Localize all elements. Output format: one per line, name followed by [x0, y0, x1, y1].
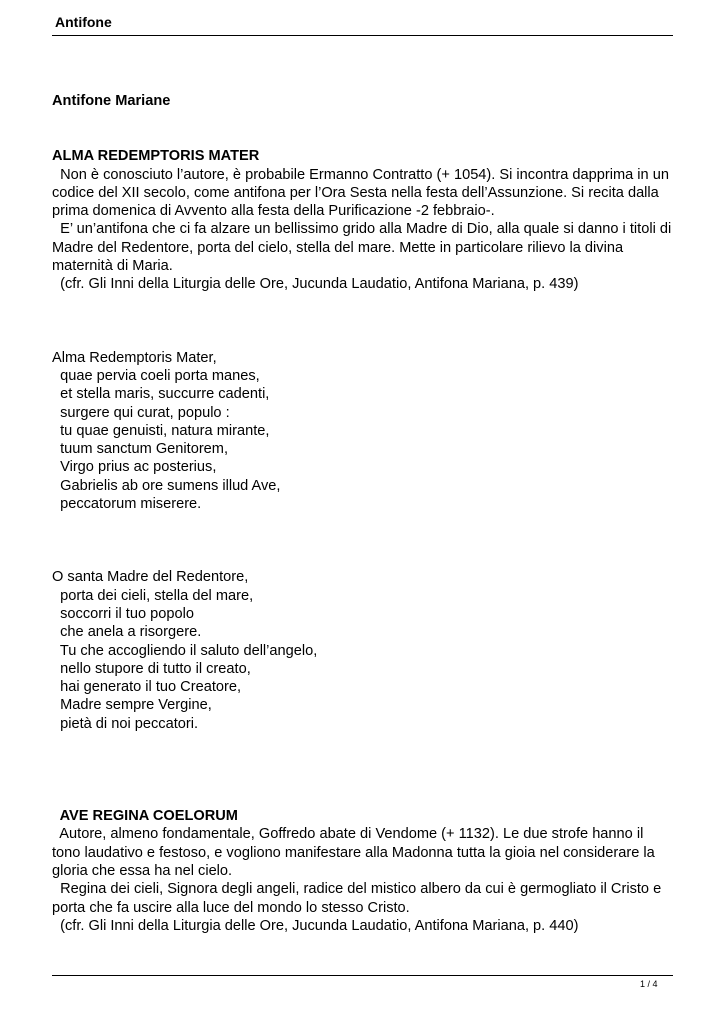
paragraph-line: maternità di Maria.: [52, 258, 173, 275]
verse-line: Alma Redemptoris Mater,: [52, 349, 217, 366]
citation-line: (cfr. Gli Inni della Liturgia delle Ore, Jucunda Laudatio, Antifona Mariana, p. 440): [52, 917, 579, 934]
section-alma-redemptoris: [52, 147, 677, 293]
header-divider: [52, 35, 673, 36]
verse-line: Madre sempre Vergine,: [52, 697, 212, 714]
paragraph-line: tono laudativo e festoso, e vogliono manifestare alla Madonna tutta la gioia nel considerare la: [52, 844, 655, 861]
verse-line: soccorri il tuo popolo: [52, 605, 194, 622]
verse-line: peccatorum miserere.: [52, 496, 202, 513]
latin-antiphon-verse: [52, 349, 677, 514]
page-number: 1 / 4: [640, 979, 658, 989]
paragraph-line: Madre del Redentore, porta del cielo, stella del mare. Mette in particolare rilievo la divina: [52, 239, 624, 256]
footer-divider: [52, 975, 673, 976]
verse-line: tu quae genuisti, natura mirante,: [52, 422, 270, 439]
citation-line: (cfr. Gli Inni della Liturgia delle Ore, Jucunda Laudatio, Antifona Mariana, p. 439): [52, 276, 579, 293]
running-header-title: Antifone: [55, 14, 112, 30]
verse-line: nello stupore di tutto il creato,: [52, 660, 251, 677]
verse-line: pietà di noi peccatori.: [52, 715, 199, 732]
paragraph-line: porta che fa uscire alla luce del mondo lo stesso Cristo.: [52, 899, 410, 916]
page-title: Antifone Mariane: [52, 93, 171, 109]
document-body: [52, 92, 677, 935]
verse-line: che anela a risorgere.: [52, 624, 202, 641]
verse-line: tuum sanctum Genitorem,: [52, 441, 229, 458]
verse-line: O santa Madre del Redentore,: [52, 569, 249, 586]
paragraph-line: Regina dei cieli, Signora degli angeli, radice del mistico albero da cui è germogliato il Cristo e: [52, 881, 662, 898]
paragraph-line: codice del XII secolo, come antifona per l’Ora Sesta nella festa dell’Assunzione. Si recita dalla: [52, 184, 659, 201]
verse-line: surgere qui curat, populo :: [52, 404, 230, 421]
paragraph-line: prima domenica di Avvento alla festa della Purificazione -2 febbraio-.: [52, 203, 495, 220]
section-ave-regina: [52, 807, 677, 935]
verse-line: hai generato il tuo Creatore,: [52, 679, 242, 696]
paragraph-line: gloria che essa ha nel cielo.: [52, 862, 233, 879]
italian-antiphon-verse: [52, 568, 677, 733]
section-heading: ALMA REDEMPTORIS MATER: [52, 148, 260, 165]
paragraph-line: Autore, almeno fondamentale, Goffredo abate di Vendome (+ 1132). Le due strofe hanno il: [52, 826, 644, 843]
paragraph-line: Non è conosciuto l’autore, è probabile Ermanno Contratto (+ 1054). Si incontra dapprima in un: [52, 166, 669, 183]
paragraph-line: E’ un’antifona che ci fa alzare un bellissimo grido alla Madre di Dio, alla quale si danno i titoli di: [52, 221, 672, 238]
verse-line: Gabrielis ab ore sumens illud Ave,: [52, 477, 281, 494]
verse-line: Virgo prius ac posterius,: [52, 459, 217, 476]
verse-line: porta dei cieli, stella del mare,: [52, 587, 254, 604]
section-heading: AVE REGINA COELORUM: [52, 808, 238, 825]
verse-line: Tu che accogliendo il saluto dell’angelo,: [52, 642, 318, 659]
verse-line: quae pervia coeli porta manes,: [52, 367, 260, 384]
verse-line: et stella maris, succurre cadenti,: [52, 386, 270, 403]
